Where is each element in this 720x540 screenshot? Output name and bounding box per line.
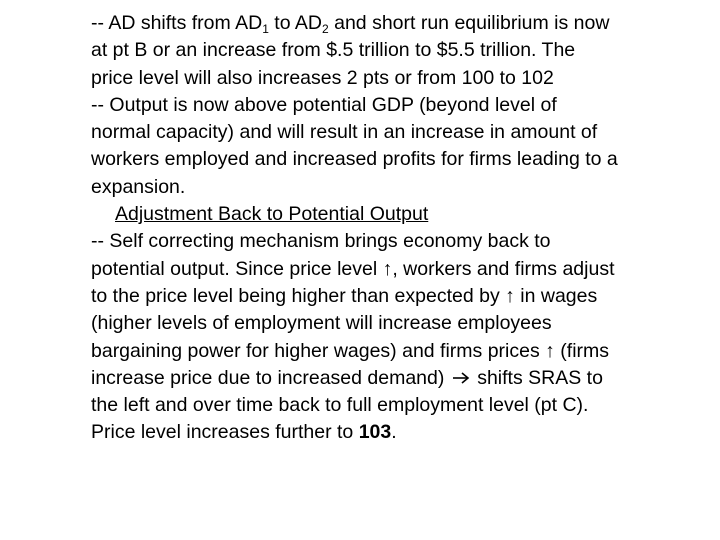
text-span: and short run equilibrium is now [328, 12, 610, 34]
text-line: -- Self correcting mechanism brings economy back to [91, 230, 551, 253]
text-line [91, 10, 701, 37]
bold-value: 103 [358, 421, 392, 444]
text-span: -- AD shifts from AD [91, 12, 263, 34]
subscript: 1 [262, 22, 269, 36]
text-line: to the price level being higher than expected by ↑ in wages [91, 284, 598, 307]
text-line: expansion. [91, 175, 186, 198]
text-span: increase price due to increased demand) [91, 366, 450, 389]
text-line: price level will also increases 2 pts or from 100 to 102 [91, 66, 554, 89]
paragraph-ad-shift [91, 10, 701, 92]
slide-body-text [91, 10, 701, 447]
text-span: Price level increases further to [91, 421, 359, 444]
subscript: 2 [322, 22, 329, 36]
text-line: -- Output is now above potential GDP (beyond level of [91, 93, 557, 116]
text-line [91, 365, 701, 392]
text-line: potential output. Since price level ↑, workers and firms adjust [91, 257, 615, 280]
text-line: bargaining power for higher wages) and firms prices ↑ (firms [91, 339, 610, 362]
text-span: to AD [268, 12, 323, 34]
section-heading: Adjustment Back to Potential Output [115, 203, 429, 226]
text-span: . [391, 421, 397, 444]
text-line: at pt B or an increase from $.5 trillion to $5.5 trillion. The [91, 39, 576, 62]
text-line: the left and over time back to full employment level (pt C). [91, 394, 589, 417]
text-span: shifts SRAS to [471, 366, 603, 389]
paragraph-self-correcting [91, 228, 701, 446]
text-line: (higher levels of employment will increase employees [91, 312, 552, 335]
paragraph-output-above-potential [91, 92, 701, 201]
right-arrow-icon [452, 371, 470, 385]
text-line: normal capacity) and will result in an increase in amount of [91, 121, 598, 144]
text-line [91, 419, 701, 446]
text-line: workers employed and increased profits for firms leading to a [91, 148, 618, 171]
